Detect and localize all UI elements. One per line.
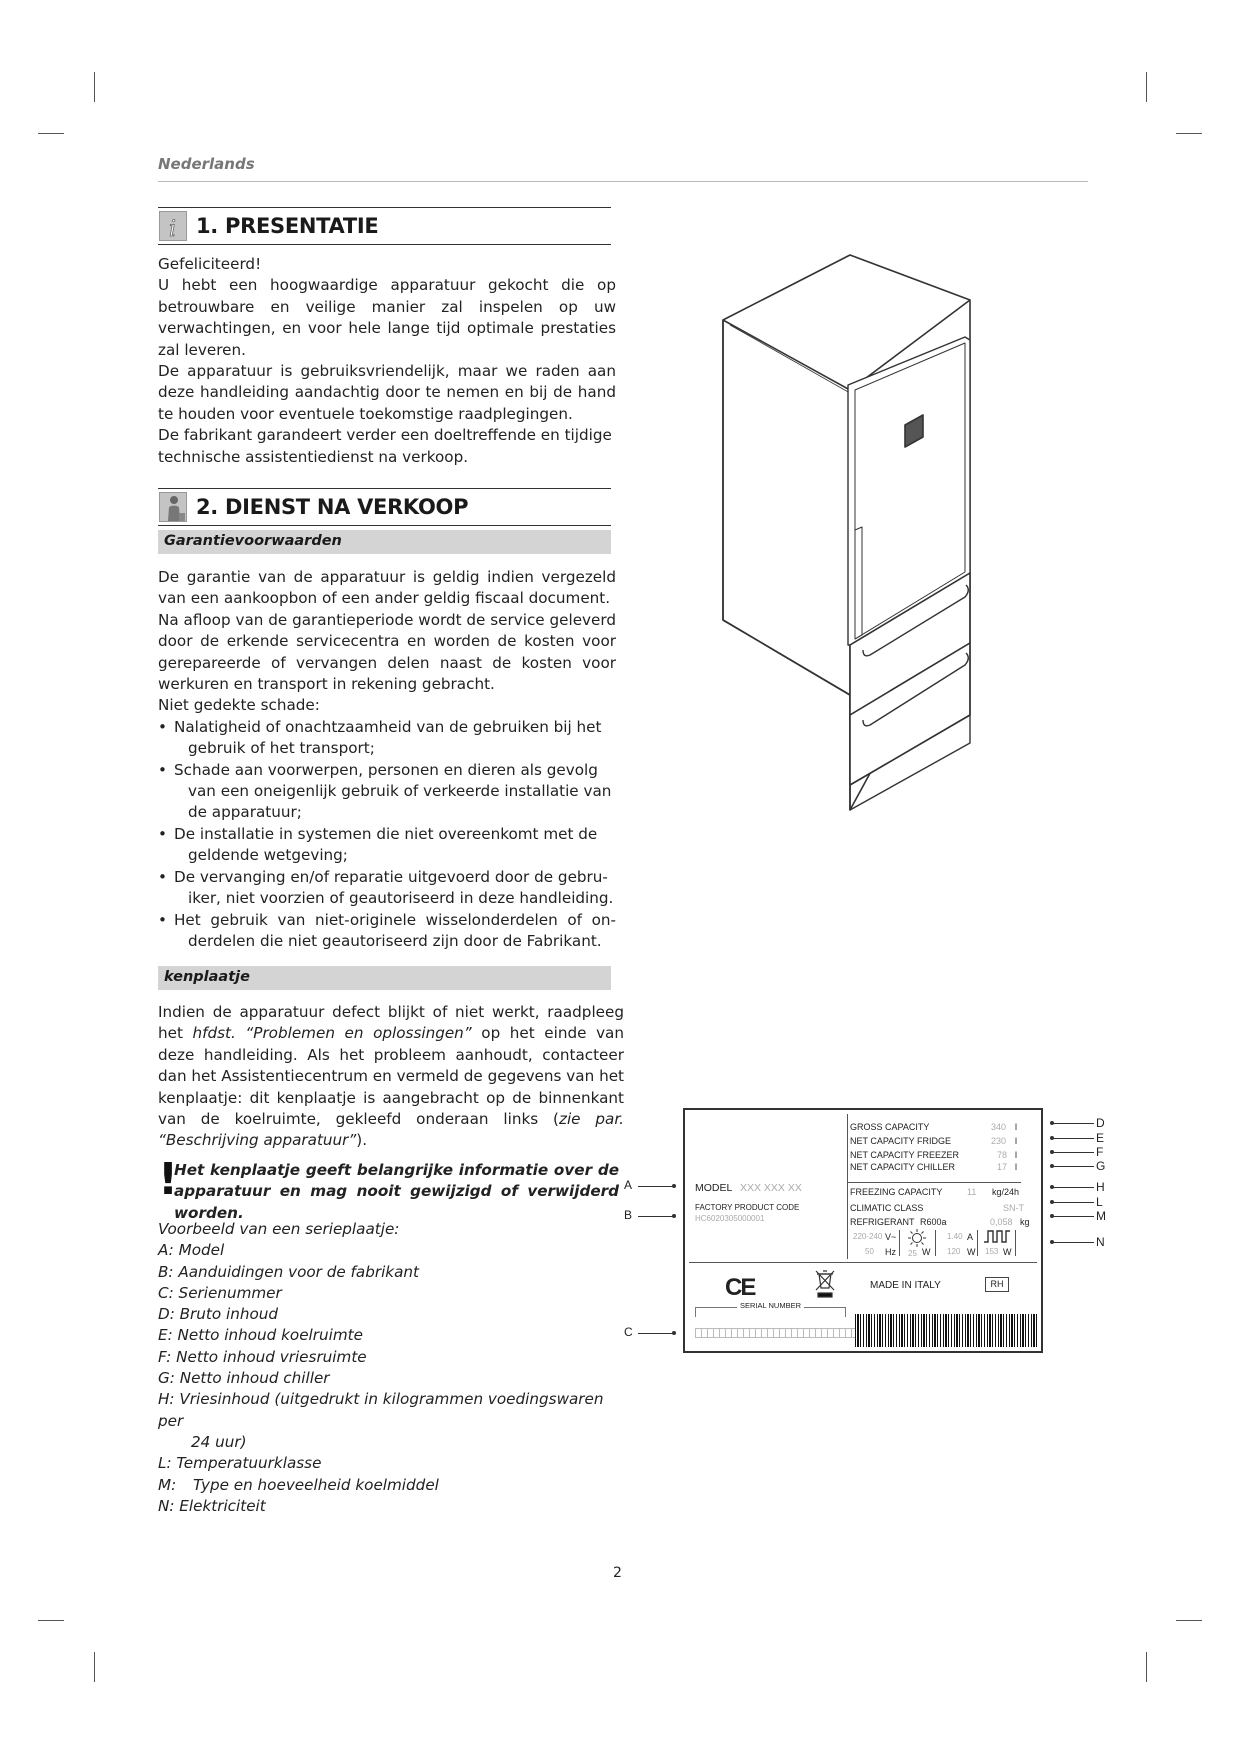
list-item <box>158 910 616 953</box>
model-value: XXX XXX XX <box>740 1182 802 1194</box>
plate-divider <box>689 1262 1037 1263</box>
leader-line <box>638 1186 674 1187</box>
refrigerant-type: R600a <box>920 1217 947 1227</box>
leader-line <box>1052 1152 1094 1153</box>
callout-h: H <box>1096 1180 1105 1194</box>
section-2-title: 2. DIENST NA VERKOOP <box>196 495 469 519</box>
list-item <box>158 824 616 867</box>
list-item-text: Nalatigheid of onachtzaamheid van de gebruiken bij het gebruik of het transport; <box>174 717 602 758</box>
crop-mark <box>1146 1652 1147 1682</box>
sun-icon <box>906 1228 928 1248</box>
defrost-icon <box>983 1228 1011 1244</box>
plate-text: op het einde van deze handleiding. Als het probleem aanhoudt, contacteer dan het Assistentiecentrum en vermeld de gegevens van het kenplaatje: dit kenplaatje is aangebracht op de binnenkant van de koelruimte, gekleefd onderaan links ( <box>158 1024 624 1129</box>
section-2-header <box>158 488 611 526</box>
defrost-power-value: 153 <box>985 1247 999 1256</box>
crop-mark <box>94 72 95 102</box>
paragraph: De apparatuur is gebruiksvriendelijk, maar we raden aan deze handleiding aandachtig door te nemen en bij de hand te houden voor eventuele toekomstige raadplegingen. <box>158 362 616 423</box>
callout-d: D <box>1096 1116 1105 1130</box>
plate-body <box>158 1002 624 1152</box>
plate-heading-text: kenplaatje <box>164 969 250 985</box>
crop-mark <box>1176 133 1202 134</box>
gross-capacity-label: GROSS CAPACITY <box>850 1122 930 1132</box>
warranty-body <box>158 567 616 952</box>
warranty-heading-text: Garantievoorwaarden <box>164 533 342 549</box>
legend-item: A: Model <box>158 1241 225 1260</box>
leader-line <box>1052 1202 1094 1203</box>
exclusion-list <box>158 717 616 952</box>
list-item <box>158 867 616 910</box>
legend-value: Type en hoeveelheid koelmiddel <box>193 1475 439 1494</box>
factory-code-label: FACTORY PRODUCT CODE <box>695 1203 800 1212</box>
plate-divider <box>977 1230 978 1256</box>
paragraph: Gefeliciteerd! <box>158 255 262 273</box>
list-item-text: De vervanging en/of reparatie uitgevoerd door de gebru-iker, niet voorzien of geautoriseerd in deze handleiding. <box>174 867 614 908</box>
leader-line <box>638 1333 674 1334</box>
paragraph: De garantie van de apparatuur is geldig indien vergezeld van een aankoopbon of een ander geldig fiscaal document. <box>158 568 616 608</box>
callout-m: M <box>1096 1209 1106 1223</box>
climatic-class-value: SN-T <box>1003 1203 1024 1213</box>
net-chiller-label: NET CAPACITY CHILLER <box>850 1162 956 1172</box>
section-1-body <box>158 254 616 468</box>
paragraph: Niet gedekte schade: <box>158 696 320 715</box>
warranty-subheading <box>158 530 611 554</box>
callout-f: F <box>1096 1145 1104 1159</box>
unit-l: l <box>1015 1122 1017 1132</box>
unit-l: l <box>1015 1150 1017 1160</box>
legend-item: H: Vriesinhoud (uitgedrukt in kilogrammen voedingswaren per <box>158 1390 604 1430</box>
temperature-unit: W <box>922 1247 931 1257</box>
page-number: 2 <box>613 1565 622 1581</box>
svg-text:i: i <box>169 217 177 242</box>
serial-bracket <box>845 1307 846 1317</box>
voltage-value: 220-240 <box>853 1232 883 1241</box>
leader-line <box>1052 1166 1094 1167</box>
legend-item: N: Elektriciteit <box>158 1496 266 1515</box>
defrost-power-unit: W <box>1003 1247 1012 1257</box>
net-freezer-label: NET CAPACITY FREEZER <box>850 1150 960 1160</box>
leader-line <box>1052 1187 1094 1188</box>
legend-item <box>158 1475 618 1496</box>
temperature-value: 25 <box>908 1249 917 1258</box>
unit-l: l <box>1015 1136 1017 1146</box>
callout-e: E <box>1096 1131 1105 1145</box>
rating-plate <box>683 1108 1043 1353</box>
legend-item: E: Netto inhoud koelruimte <box>158 1326 363 1345</box>
list-item <box>158 760 616 824</box>
legend-item: G: Netto inhoud chiller <box>158 1369 330 1388</box>
paragraph: Na afloop van de garantieperiode wordt de service geleverd door de erkende servicecentra en worden de kosten voor gerepareerde of vervangen delen naast de kosten voor werkuren en transport in rekening gebracht. <box>158 610 616 694</box>
plate-subheading <box>158 966 611 990</box>
header-rule <box>158 181 1088 182</box>
crop-mark <box>1146 72 1147 102</box>
net-fridge-label: NET CAPACITY FRIDGE <box>850 1136 952 1146</box>
crop-mark <box>1176 1620 1202 1621</box>
legend-item: B: Aanduidingen voor de fabrikant <box>158 1262 419 1281</box>
leader-dot <box>672 1214 676 1218</box>
plate-text: Indien de apparatuur defect blijkt of niet werkt, raadpleeg het <box>158 1003 624 1043</box>
model-label: MODEL <box>695 1182 733 1194</box>
section-1-header <box>158 207 611 245</box>
voltage-unit: V~ <box>885 1232 897 1242</box>
factory-code-value: HC6020305000001 <box>695 1214 765 1223</box>
chapter-reference: hfdst. “Problemen en oplossingen” <box>192 1024 472 1043</box>
plate-divider <box>847 1182 1021 1183</box>
serial-number-label: SERIAL NUMBER <box>737 1301 804 1310</box>
language-label: Nederlands <box>158 155 255 173</box>
net-freezer-value: 78 <box>997 1150 1008 1160</box>
legend-item: L: Temperatuurklasse <box>158 1454 322 1473</box>
legend-item: D: Bruto inhoud <box>158 1305 279 1324</box>
crop-mark <box>38 133 64 134</box>
warning-icon: ! <box>158 1154 179 1205</box>
plate-divider <box>1015 1230 1016 1256</box>
frequency-value: 50 <box>865 1247 874 1256</box>
made-in-label: MADE IN ITALY <box>870 1280 941 1291</box>
leader-line <box>1052 1123 1094 1124</box>
refrigerant-unit: kg <box>1020 1217 1030 1227</box>
callout-n: N <box>1096 1235 1105 1249</box>
refrigerant-value: 0,058 <box>990 1217 1013 1227</box>
paragraph: De fabrikant garandeert verder een doeltreffende en tijdige technische assistentiedienst na verkoop. <box>158 426 612 466</box>
gross-capacity-value: 340 <box>991 1122 1007 1132</box>
barcode <box>855 1314 1037 1347</box>
freezing-capacity-value: 11 <box>967 1187 977 1197</box>
current-unit: A <box>967 1232 974 1242</box>
freezing-capacity-label: FREEZING CAPACITY <box>850 1187 943 1197</box>
warning-text: Het kenplaatje geeft belangrijke informatie over de apparatuur en mag nooit gewijzigd of verwijderd worden. <box>174 1161 619 1222</box>
weee-bin-icon <box>813 1268 837 1298</box>
list-item-text: De installatie in systemen die niet overeenkomt met de geldende wetgeving; <box>174 824 598 865</box>
plate-text: ). <box>356 1131 368 1150</box>
info-icon <box>159 211 187 241</box>
legend-key: M: <box>158 1475 177 1494</box>
serial-number-placeholder <box>695 1328 855 1338</box>
legend-item: F: Netto inhoud vriesruimte <box>158 1347 367 1366</box>
list-item-text: Schade aan voorwerpen, personen en dieren als gevolg van een oneigenlijk gebruik of verkeerde installatie van de apparatuur; <box>174 760 612 822</box>
unit-l: l <box>1015 1162 1017 1172</box>
callout-b: B <box>624 1208 633 1222</box>
rh-mark: RH <box>985 1277 1009 1292</box>
legend-intro: Voorbeeld van een serieplaatje: <box>158 1220 400 1238</box>
leader-dot <box>672 1184 676 1188</box>
net-chiller-value: 17 <box>997 1162 1008 1172</box>
freezing-capacity-unit: kg/24h <box>992 1187 1020 1197</box>
paragraph: U hebt een hoogwaardige apparatuur gekocht die op betrouwbare en veilige manier zal inspelen op uw verwachtingen, en voor hele lange tijd optimale prestaties zal leveren. <box>158 276 616 359</box>
callout-l: L <box>1096 1195 1103 1209</box>
frequency-unit: Hz <box>885 1247 896 1257</box>
leader-line <box>1052 1138 1094 1139</box>
plate-divider <box>899 1230 900 1256</box>
crop-mark <box>94 1652 95 1682</box>
plate-legend <box>158 1219 618 1517</box>
section-reference: zie par. “Beschrijving apparatuur” <box>158 1110 624 1150</box>
plate-divider <box>847 1114 848 1259</box>
technician-icon <box>159 492 187 522</box>
ce-mark: CE <box>725 1274 755 1301</box>
leader-line <box>638 1216 674 1217</box>
section-1-title: 1. PRESENTATIE <box>196 214 379 238</box>
power-value: 120 <box>947 1247 961 1256</box>
leader-line <box>1052 1216 1094 1217</box>
callout-c: C <box>624 1325 633 1339</box>
net-fridge-value: 230 <box>991 1136 1007 1146</box>
refrigerant-label: REFRIGERANT <box>850 1217 915 1227</box>
leader-line <box>1052 1242 1094 1243</box>
list-item <box>158 717 616 760</box>
climatic-class-label: CLIMATIC CLASS <box>850 1203 924 1213</box>
legend-item: C: Serienummer <box>158 1283 282 1302</box>
fridge-illustration <box>700 245 1000 825</box>
callout-g: G <box>1096 1159 1106 1173</box>
current-value: 1.40 <box>947 1232 963 1241</box>
serial-bracket <box>695 1307 696 1317</box>
list-item-text: Het gebruik van niet-originele wisselonderdelen of on-derdelen die niet geautoriseerd zijn door de Fabrikant. <box>174 910 616 950</box>
power-unit: W <box>967 1247 976 1257</box>
plate-divider <box>935 1230 936 1256</box>
leader-dot <box>672 1331 676 1335</box>
callout-a: A <box>624 1178 633 1192</box>
crop-mark <box>38 1620 64 1621</box>
legend-item: 24 uur) <box>191 1432 247 1451</box>
